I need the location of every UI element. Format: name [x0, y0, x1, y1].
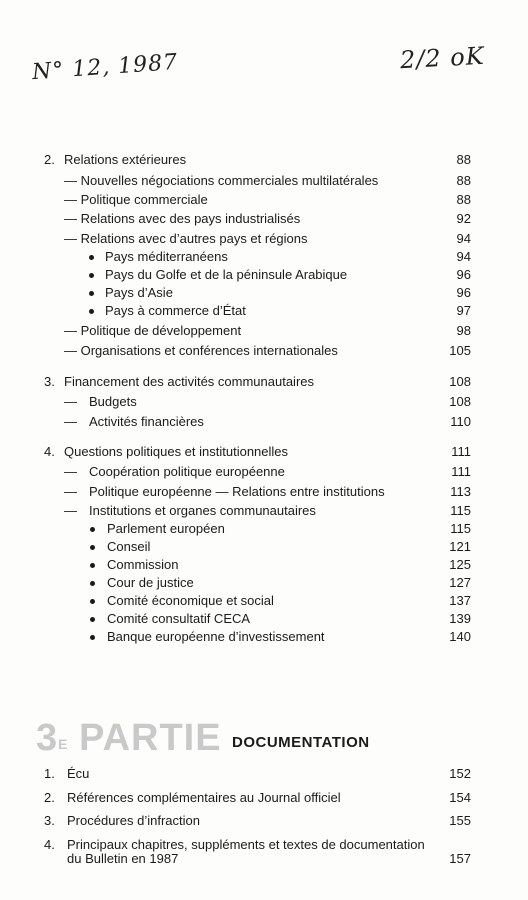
toc-subitem: [0, 302, 528, 320]
page-number: 88: [456, 173, 471, 188]
toc-item-label: Budgets: [89, 394, 137, 409]
page-number: 94: [456, 249, 471, 264]
part-title: DOCUMENTATION: [232, 734, 370, 751]
toc-item-label: — Organisations et conférences internationales: [64, 343, 338, 358]
toc-subitem: [0, 248, 528, 266]
toc-section-3: [0, 373, 528, 391]
toc-subitem-label: Banque européenne d’investissement: [107, 629, 325, 644]
part-heading: [36, 718, 222, 758]
toc-subitem-label: Comité consultatif CECA: [107, 611, 251, 626]
page-number: 105: [449, 343, 471, 358]
page-number: 110: [450, 414, 471, 429]
bullet-icon: [89, 309, 94, 314]
page-number: 137: [449, 593, 471, 608]
section-number: 4.: [44, 444, 55, 459]
toc-subitem-label: Conseil: [107, 539, 151, 554]
toc-subitem-label: Pays du Golfe et de la péninsule Arabique: [105, 267, 348, 282]
page-number: 96: [456, 267, 471, 282]
toc-item: [0, 463, 528, 481]
section-title: Relations extérieures: [64, 152, 187, 167]
item-number: 1.: [44, 766, 55, 781]
page-number: 98: [456, 323, 471, 338]
toc-item-label: Coopération politique européenne: [89, 464, 285, 479]
page-number: 96: [456, 285, 471, 300]
dash: —: [64, 484, 77, 499]
page-number: 155: [449, 813, 471, 828]
page-number: 115: [450, 503, 471, 518]
page-number: 108: [449, 394, 471, 409]
toc-item: [0, 210, 528, 228]
toc-item-label: Politique européenne — Relations entre institutions: [89, 484, 385, 499]
toc-item-label: — Politique de développement: [64, 323, 242, 338]
section-title: Questions politiques et institutionnelles: [64, 444, 289, 459]
toc-item-label: Activités financières: [89, 414, 204, 429]
toc-subitem: [0, 628, 528, 646]
toc-item: [0, 502, 528, 520]
toc-item: [0, 413, 528, 431]
toc-subitem-label: Pays à commerce d’État: [105, 303, 246, 318]
page-number: 154: [449, 790, 471, 805]
toc-item: [0, 812, 528, 830]
toc-item: [0, 342, 528, 360]
page-number: 108: [449, 374, 471, 389]
toc-item-label: Procédures d’infraction: [67, 813, 200, 828]
toc-item: [0, 191, 528, 209]
toc-subitem: [0, 556, 528, 574]
toc-item-label-line2: du Bulletin en 1987: [67, 851, 179, 866]
toc-subitem: [0, 592, 528, 610]
section-number: 3.: [44, 374, 55, 389]
dash: —: [64, 394, 77, 409]
toc-item-continued: [0, 850, 528, 868]
toc-item-label: — Relations avec des pays industrialisés: [64, 211, 301, 226]
bullet-icon: [90, 617, 95, 622]
toc-subitem-label: Parlement européen: [107, 521, 225, 536]
toc-item: [0, 789, 528, 807]
toc-subitem-label: Pays d’Asie: [105, 285, 173, 300]
toc-subitem: [0, 284, 528, 302]
toc-subitem: [0, 538, 528, 556]
page-number: 111: [451, 464, 471, 479]
toc-item: [0, 230, 528, 248]
page-number: 115: [450, 521, 471, 536]
page-number: 94: [456, 231, 471, 246]
toc-item: [0, 483, 528, 501]
part-word: PARTIE: [79, 717, 222, 759]
page-number: 139: [449, 611, 471, 626]
toc-section-4: [0, 443, 528, 461]
toc-item-label: — Politique commerciale: [64, 192, 208, 207]
bullet-icon: [90, 635, 95, 640]
page-number: 97: [456, 303, 471, 318]
toc-subitem-label: Commission: [107, 557, 179, 572]
bullet-icon: [89, 273, 94, 278]
toc-subitem: [0, 574, 528, 592]
toc-subitem: [0, 520, 528, 538]
bullet-icon: [90, 527, 95, 532]
page-number: 88: [456, 192, 471, 207]
toc-item: [0, 393, 528, 411]
toc-item: [0, 765, 528, 783]
toc-subitem-label: Pays méditerranéens: [105, 249, 228, 264]
toc-item-label: Écu: [67, 766, 90, 781]
dash: —: [64, 414, 77, 429]
bullet-icon: [90, 563, 95, 568]
page-number: 157: [449, 851, 471, 866]
toc-item-label: Références complémentaires au Journal officiel: [67, 790, 341, 805]
bullet-icon: [90, 599, 95, 604]
handwritten-issue-note: N° 12, 1987: [31, 49, 179, 86]
toc-section-2: [0, 151, 528, 169]
page-number: 127: [449, 575, 471, 590]
page-number: 140: [449, 629, 471, 644]
item-number: 3.: [44, 813, 55, 828]
section-title: Financement des activités communautaires: [64, 374, 315, 389]
toc-subitem: [0, 610, 528, 628]
handwritten-ok-note: 2/2 oK: [399, 41, 486, 75]
page-number: 125: [449, 557, 471, 572]
bullet-icon: [90, 545, 95, 550]
page-number: 152: [449, 766, 471, 781]
bullet-icon: [89, 255, 94, 260]
part-numeral: 3: [36, 717, 59, 759]
page-number: 111: [451, 444, 471, 459]
toc-item-label: Institutions et organes communautaires: [89, 503, 316, 518]
bullet-icon: [89, 291, 94, 296]
page-number: 92: [456, 211, 471, 226]
bullet-icon: [90, 581, 95, 586]
toc-item: [0, 172, 528, 190]
toc-item-label: — Nouvelles négociations commerciales multilatérales: [64, 173, 379, 188]
toc-subitem-label: Comité économique et social: [107, 593, 274, 608]
page-number: 113: [450, 484, 471, 499]
item-number: 2.: [44, 790, 55, 805]
dash: —: [64, 503, 77, 518]
part-superscript: E: [58, 736, 68, 752]
toc-subitem: [0, 266, 528, 284]
page-number: 88: [456, 152, 471, 167]
item-number: 4.: [44, 837, 55, 852]
dash: —: [64, 464, 77, 479]
toc-item: [0, 322, 528, 340]
toc-item-label: — Relations avec d’autres pays et régions: [64, 231, 308, 246]
section-number: 2.: [44, 152, 55, 167]
toc-item-label: Principaux chapitres, suppléments et textes de documentation: [67, 837, 425, 852]
toc-subitem-label: Cour de justice: [107, 575, 194, 590]
page-number: 121: [449, 539, 471, 554]
